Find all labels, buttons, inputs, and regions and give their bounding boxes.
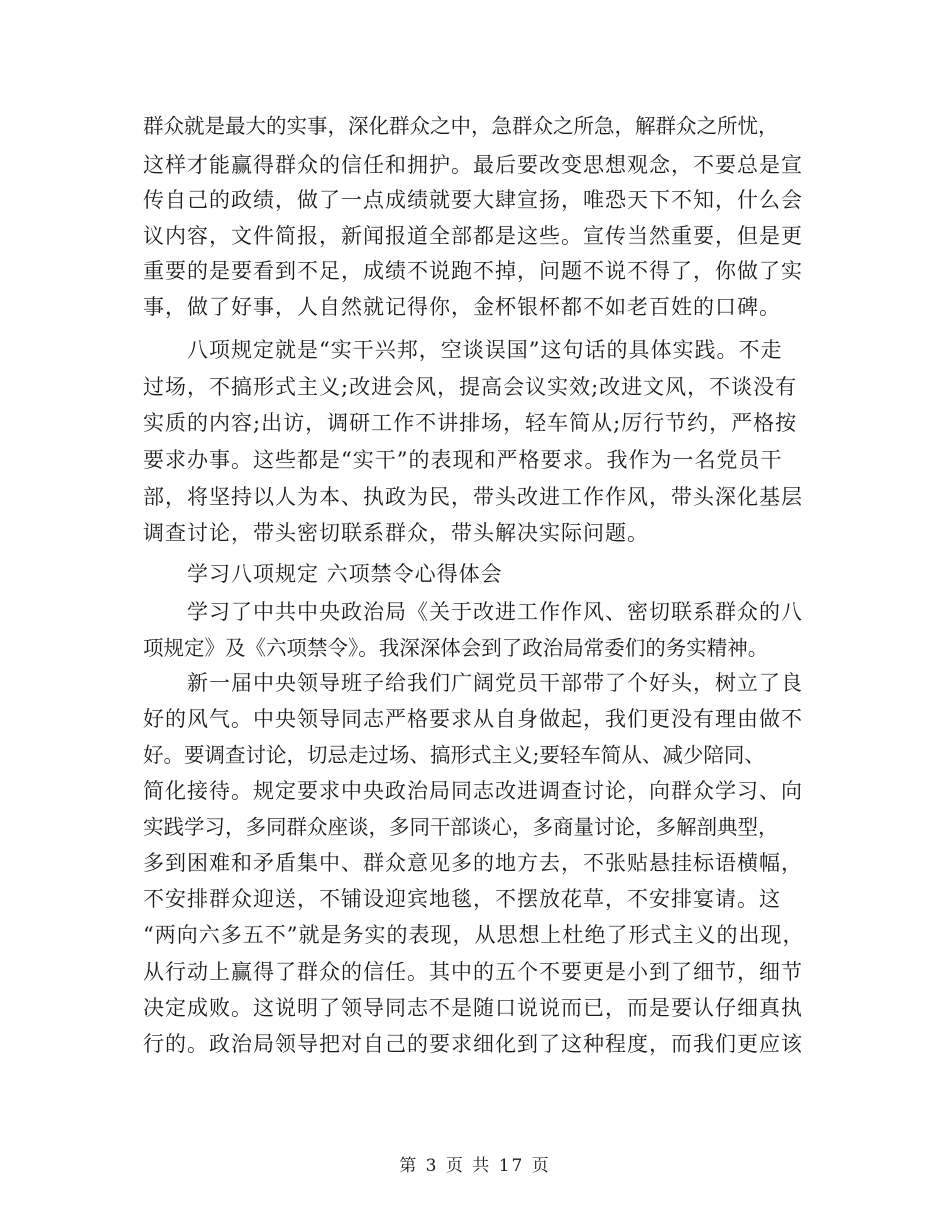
text-line: 八项规定就是“实干兴邦，空谈误国”这句话的具体实践。不走 [143,338,783,362]
text-line: 实质的内容;出访，调研工作不讲排场，轻车简从;厉行节约，严格按 [143,411,798,435]
text-line: 决定成败。这说明了领导同志不是随口说说而已，而是要认仔细真执 [143,996,803,1020]
text-line: “两向六多五不”就是务实的表现，从思想上杜绝了形式主义的出现， [143,923,805,947]
text-line: 项规定》及《六项禁令》。我深深体会到了政治局常委们的务实精神。 [143,636,769,660]
text-line: 从行动上赢得了群众的信任。其中的五个不要更是小到了细节，细节 [143,960,803,984]
page-number-footer: 第 3 页 共 17 页 [399,1156,551,1176]
text-line: 多到困难和矛盾集中、群众意见多的地方去，不张贴悬挂标语横幅， [143,851,803,875]
text-line: 学习了中共中央政治局《关于改进工作作风、密切联系群众的八 [143,600,803,624]
text-line: 这样才能赢得群众的信任和拥护。最后要改变思想观念，不要总是宣 [143,153,803,177]
text-line: 好的风气。中央领导同志严格要求从自身做起，我们更没有理由做不 [143,707,803,731]
text-line: 新一届中央领导班子给我们广阔党员干部带了个好头，树立了良 [143,671,803,695]
text-line: 部，将坚持以人为本、执政为民，带头改进工作作风，带头深化基层 [143,485,803,509]
text-line: 群众就是最大的实事，深化群众之中，急群众之所急，解群众之所忧， [143,114,779,138]
text-line: 实践学习，多同群众座谈，多同干部谈心，多商量讨论，多解剖典型， [143,815,779,839]
text-line: 行的。政治局领导把对自己的要求细化到了这种程度，而我们更应该 [143,1032,803,1056]
text-line: 事，做了好事，人自然就记得你，金杯银杯都不如老百姓的口碑。 [143,295,781,319]
text-line: 不安排群众迎送，不铺设迎宾地毯，不摆放花草，不安排宴请。这 [143,887,781,911]
text-line: 简化接待。规定要求中央政治局同志改进调查讨论，向群众学习、向 [143,779,803,803]
text-line: 重要的是要看到不足，成绩不说跑不掉，问题不说不得了，你做了实 [143,259,803,283]
text-line: 过场，不搞形式主义;改进会风，提高会议实效;改进文风，不谈没有 [143,375,798,399]
text-line: 要求办事。这些都是“实干”的表现和严格要求。我作为一名党员干 [143,448,783,472]
text-line: 传自己的政绩，做了一点成绩就要大肆宣扬，唯恐天下不知，什么会 [143,188,803,212]
section-heading: 学习八项规定 六项禁令心得体会 [143,562,503,586]
text-line: 好。要调查讨论，切忌走过场、搞形式主义;要轻车简从、减少陪同、 [143,743,765,767]
text-line: 议内容，文件简报，新闻报道全部都是这些。宣传当然重要，但是更 [143,224,803,248]
text-line: 调查讨论，带头密切联系群众，带头解决实际问题。 [143,521,649,545]
